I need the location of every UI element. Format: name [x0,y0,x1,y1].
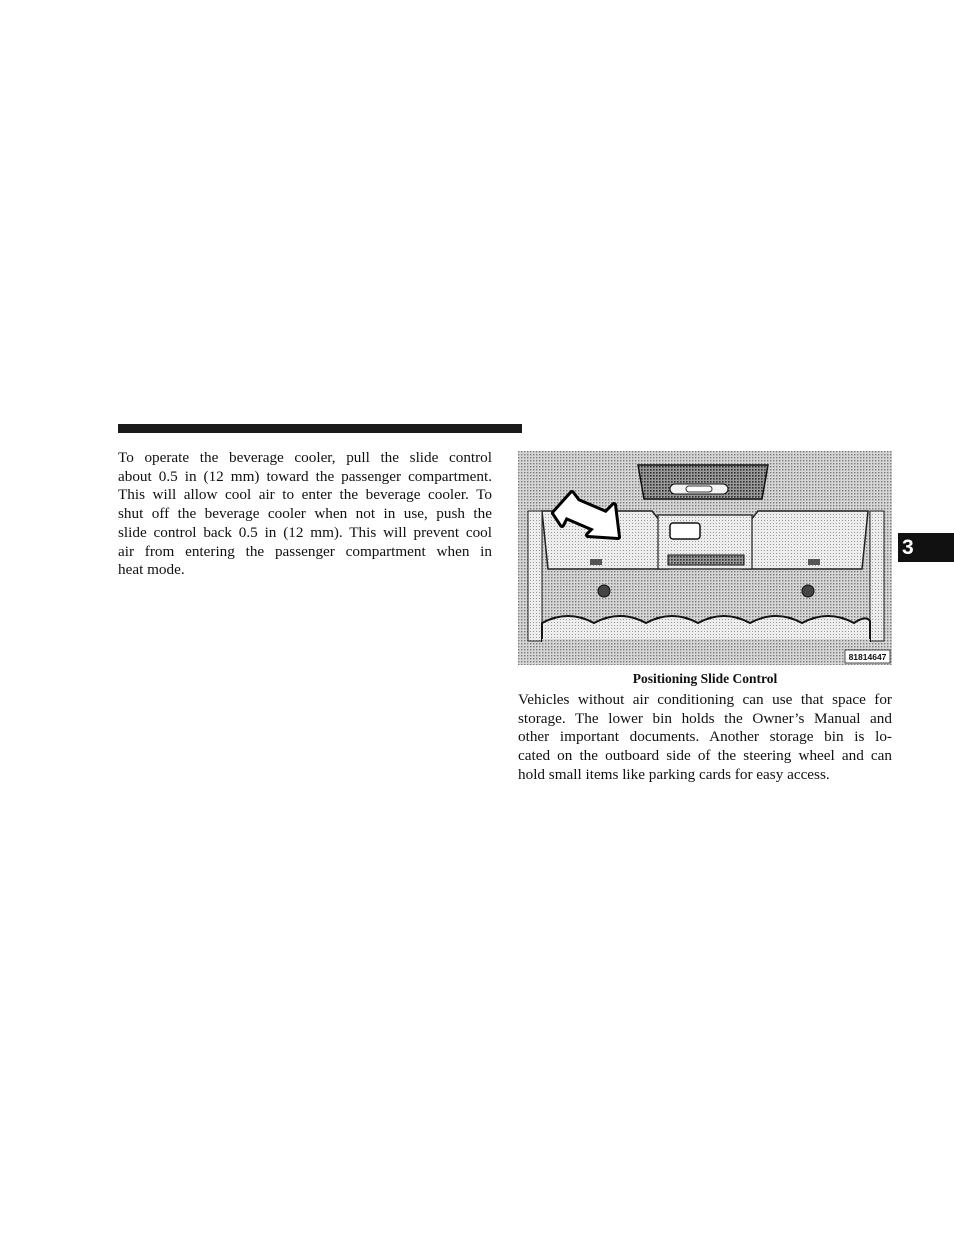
text-line: cated on the outboard side of the steering wheel and can [518,747,892,765]
image-code-label: 81814647 [848,652,887,662]
text-line: To operate the beverage cooler, pull the slide control [118,449,492,466]
text-line: This will allow cool air to enter the beverage cooler. To [118,486,492,504]
text-line: about 0.5 in (12 mm) toward the passenger compartment. [118,467,492,485]
text-line: hold small items like parking cards for easy access. [518,765,830,783]
text-line: Vehicles without air conditioning can use that space for [518,691,892,708]
text-line: shut off the beverage cooler when not in use, push the [118,505,492,523]
slide-control-illustration [518,451,892,665]
text-line: slide control back 0.5 in (12 mm). This will prevent cool [118,523,492,541]
cooler-instructions-paragraph [118,449,492,580]
storage-paragraph [518,691,892,785]
section-tab: 3 [898,533,954,562]
text-line: storage. The lower bin holds the Owner’s Manual and [518,709,892,727]
text-line: other important documents. Another storage bin is lo- [518,728,892,746]
text-line: heat mode. [118,561,185,579]
text-line: air from entering the passenger compartment when in [118,542,492,560]
section-rule [118,424,522,433]
figure-caption: Positioning Slide Control [632,671,778,686]
